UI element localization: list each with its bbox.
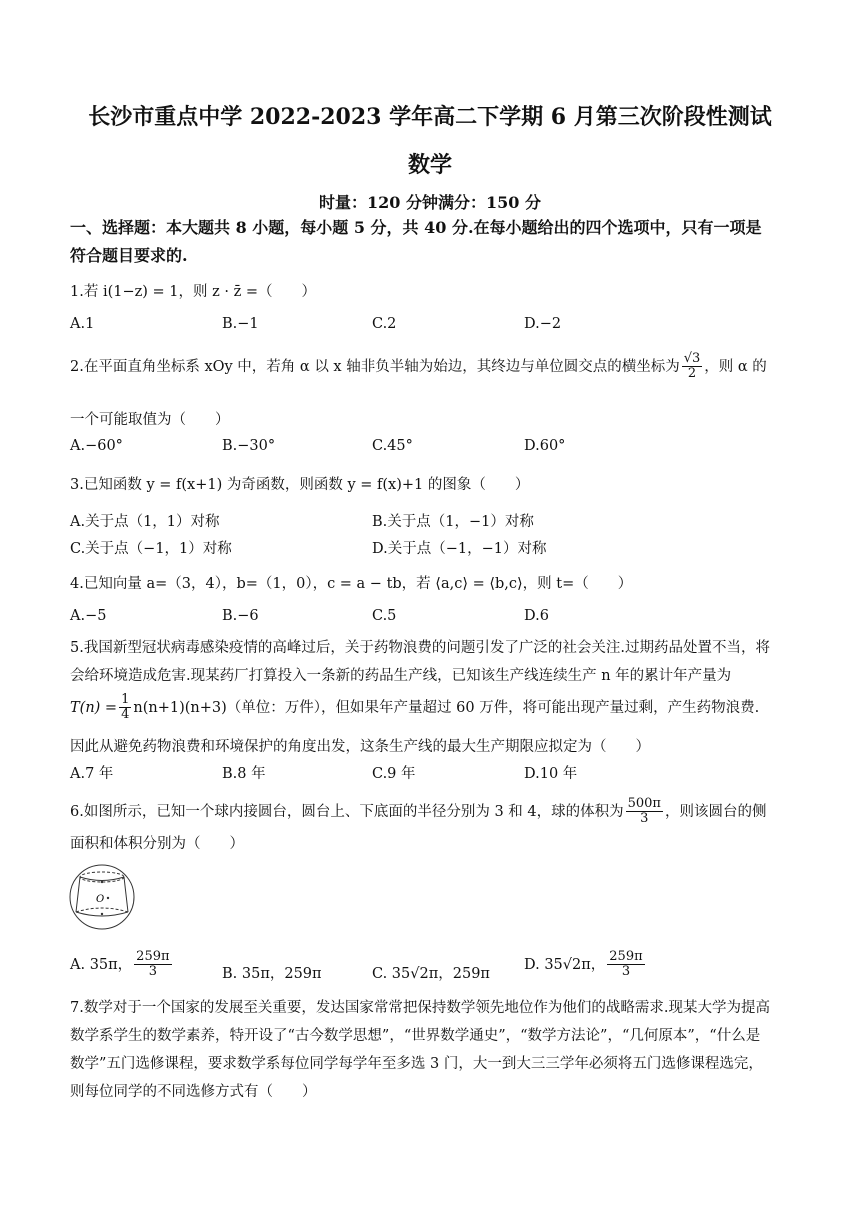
subject-title: 数学 [407,152,452,178]
q6-option-d-text: D. 35√2π， [524,956,606,973]
q7-line4: 则每位同学的不同选修方式有（ ） [70,1084,317,1100]
q1-option-b: B.−1 [222,316,259,332]
q5-line1: 5.我国新型冠状病毒感染疫情的高峰过后，关于药物浪费的问题引发了广泛的社会关注.过期药品处置不当，将 [70,640,770,656]
bottom-center-dot [101,913,103,915]
q6-vol-den: 3 [640,811,649,827]
q5-option-d: D.10 年 [524,766,578,782]
q2-stem-part1: 2.在平面直角坐标系 xOy 中，若角 α 以 x 轴非负半轴为始边，其终边与单位圆交点的横坐标为 [70,358,680,375]
q5-option-b: B.8 年 [222,766,266,782]
q5-formula-rhs: n(n+1)(n+3)（单位：万件），但如果年产量超过 60 万件，将可能出现产量过剩，产生药物浪费. [133,699,760,716]
q5-line3 [70,693,800,723]
q6-option-d-fraction [607,950,644,980]
q3-option-a: A.关于点（1，1）对称 [70,514,220,530]
q7-line1: 7.数学对于一个国家的发展至关重要，发达国家常常把保持数学领先地位作为他们的战略需求.现某大学为提高 [70,1000,770,1016]
section-heading-line1: 一、选择题：本大题共 8 小题，每小题 5 分，共 40 分.在每小题给出的四个选项中，只有一项是 [70,218,762,237]
q6-line1-part2: ，则该圆台的侧 [664,803,767,820]
q3-option-c: C.关于点（−1，1）对称 [70,541,232,557]
q1-option-a: A.1 [70,316,95,332]
frustum-bottom-back [76,908,128,912]
q2-option-d: D.60° [524,438,566,454]
q6-line2: 面积和体积分别为（ ） [70,836,244,852]
q2-frac-den: 2 [687,366,697,382]
frustum-left-side [76,877,80,912]
q3-option-d: D.关于点（−1，−1）对称 [372,541,547,557]
q5-formula-lhs: T(n) = [70,699,118,716]
q6-vol-num: 500π [627,796,661,811]
q6-option-a-text: A. 35π， [70,956,133,973]
exam-title: 长沙市重点中学 2022-2023 学年高二下学期 6 月第三次阶段性测试 [88,104,772,130]
q5-frac-num: 1 [121,692,130,707]
q1-option-d: D.−2 [524,316,562,332]
q4-option-b: B.−6 [222,608,259,624]
q2-frac-num: √3 [683,351,701,366]
sphere-frustum-figure [68,862,136,932]
center-label-o: O [96,894,105,905]
q3-option-b: B.关于点（1，−1）对称 [372,514,534,530]
q6-option-d [524,950,647,980]
q1-stem: 1.若 i(1−z) = 1，则 z · z̄ =（ ） [70,284,316,300]
q5-option-a: A.7 年 [70,766,114,782]
q7-line2: 数学系学生的数学素养，特开设了“古今数学思想”，“世界数学通史”，“数学方法论”，“几何原本”，“什么是 [70,1028,761,1044]
top-center-dot [101,881,103,883]
q6-option-c: C. 35√2π，259π [372,966,490,982]
q6-option-d-den: 3 [621,964,631,980]
q4-option-c: C.5 [372,608,397,624]
q6-option-a-num: 259π [136,949,170,964]
q2-option-b: B.−30° [222,438,276,454]
time-info: 时量：120 分钟满分：150 分 [319,193,541,212]
q5-line4: 因此从避免药物浪费和环境保护的角度出发，这条生产线的最大生产期限应拟定为（ ） [70,739,650,755]
q5-frac-den: 4 [121,707,130,723]
section-heading-line2: 符合题目要求的. [70,246,188,265]
q2-option-c: C.45° [372,438,413,454]
q4-stem: 4.已知向量 a=（3，4），b=（1，0），c = a − tb，若 ⟨a,c⟩ = ⟨b,c⟩，则 t=（ ） [70,576,633,592]
q1-option-c: C.2 [372,316,397,332]
q6-option-a-fraction [134,950,171,980]
q2-stem-line2: 一个可能取值为（ ） [70,412,230,428]
q2-stem [70,352,800,382]
q3-stem: 3.已知函数 y = f(x+1) 为奇函数，则函数 y = f(x)+1 的图象（ ） [70,477,530,493]
frustum-top-front [80,877,124,881]
q2-stem-part2: ，则 α 的 [704,358,767,375]
q7-line3: 数学”五门选修课程，要求数学系每位同学每学年至多选 3 门，大一到大三三学年必须将五门选修课程选完， [70,1056,763,1072]
q5-fraction [119,693,131,723]
q6-option-b: B. 35π，259π [222,966,322,982]
q2-option-a: A.−60° [70,438,123,454]
q5-line2: 会给环境造成危害.现某药厂打算投入一条新的药品生产线，已知该生产线连续生产 n 年的累计年产量为 [70,668,732,684]
q2-fraction [682,352,703,382]
q6-line1-part1: 6.如图所示，已知一个球内接圆台，圆台上、下底面的半径分别为 3 和 4，球的体积为 [70,803,624,820]
q6-option-a [70,950,174,980]
q6-option-a-den: 3 [148,964,157,980]
q6-line1 [70,797,800,827]
q6-volume-fraction [626,797,663,827]
q4-option-d: D.6 [524,608,549,624]
q4-option-a: A.−5 [70,608,107,624]
q6-option-d-num: 259π [609,949,643,964]
q5-option-c: C.9 年 [372,766,416,782]
center-dot [107,897,109,899]
frustum-right-side [124,877,128,912]
